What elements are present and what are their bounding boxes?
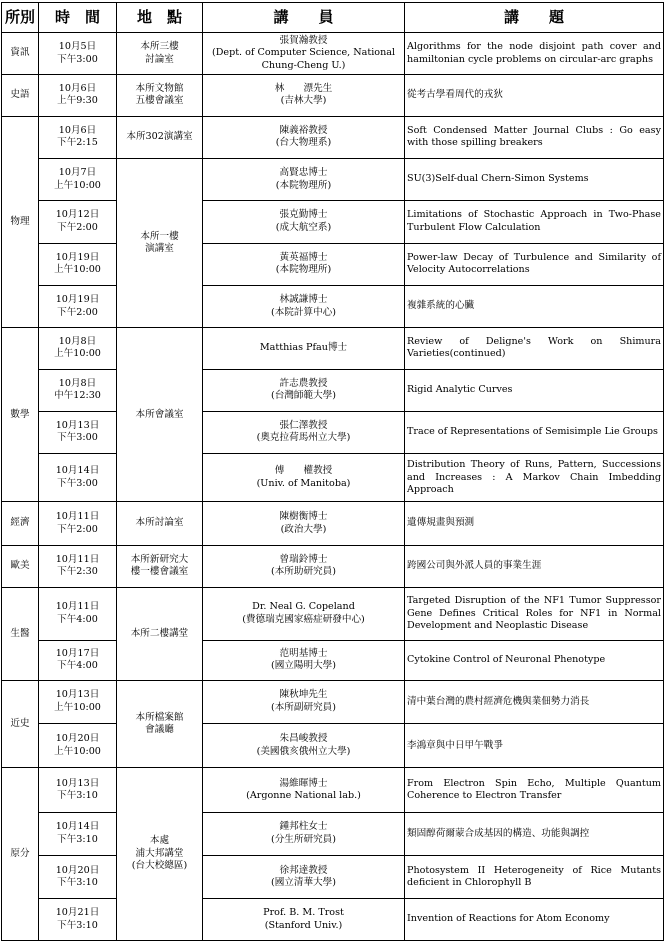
table-row: [2, 33, 664, 75]
time-cell: [39, 812, 117, 855]
table-row: [2, 454, 664, 502]
speaker-affiliation: (政治大學): [280, 523, 327, 535]
hour-text: 下午3:10: [57, 833, 98, 845]
place-cell: [117, 768, 203, 941]
speaker-cell: [203, 328, 405, 369]
time-cell: [39, 588, 117, 640]
date-text: 10月8日: [58, 335, 97, 347]
place-line: 討論室: [145, 53, 174, 65]
speaker-name: 曾瑞鈴博士: [279, 553, 328, 565]
place-cell: [117, 680, 203, 768]
hour-text: 下午3:10: [57, 790, 98, 802]
speaker-cell: [203, 588, 405, 640]
hour-text: 下午2:00: [57, 306, 98, 318]
topic-cell: [405, 201, 664, 243]
speaker-name: 陳秋坤先生: [279, 689, 328, 701]
topic-text: 跨國公司與外派人員的事業生涯: [407, 560, 542, 572]
speaker-name: 范明基博士: [279, 647, 328, 659]
header-institute: 所別: [2, 3, 39, 33]
speaker-name: 陳樹衡博士: [279, 511, 328, 523]
speaker-affiliation: (美國俄亥俄州立大學): [256, 745, 351, 757]
topic-cell: [405, 158, 664, 200]
hour-text: 上午10:00: [54, 179, 101, 191]
institute-cell: 物理: [2, 116, 39, 328]
date-text: 10月11日: [55, 553, 100, 565]
hour-text: 上午10:00: [54, 745, 101, 757]
place-line: 演講室: [145, 243, 174, 255]
hour-text: 下午3:00: [57, 53, 98, 65]
speaker-name: 林 漂先生: [274, 82, 333, 94]
speaker-name: Matthias Pfau博士: [259, 342, 348, 354]
header-time: 時 間: [39, 3, 117, 33]
speaker-name: 高賢忠博士: [279, 167, 328, 179]
topic-cell: [405, 75, 664, 116]
hour-text: 下午2:30: [57, 566, 98, 578]
table-row: [2, 201, 664, 243]
date-text: 10月6日: [58, 124, 97, 136]
topic-text: Rigid Analytic Curves: [407, 383, 513, 395]
table-row: [2, 899, 664, 941]
topic-cell: [405, 768, 664, 812]
hour-text: 上午10:00: [54, 264, 101, 276]
place-cell: [117, 328, 203, 502]
topic-text: 李鴻章與中日甲午戰爭: [407, 739, 503, 751]
place-line: 本所檔案館: [135, 711, 184, 723]
table-row: [2, 856, 664, 899]
speaker-name: 陳義裕教授: [279, 124, 328, 136]
table-row: [2, 116, 664, 158]
hour-text: 下午3:00: [57, 477, 98, 489]
place-cell: [117, 588, 203, 681]
speaker-cell: [203, 856, 405, 899]
hour-text: 下午3:10: [57, 877, 98, 889]
speaker-affiliation: (分生所研究員): [270, 833, 337, 845]
speaker-affiliation: (吉林大學): [280, 95, 327, 107]
time-cell: [39, 502, 117, 545]
topic-cell: [405, 812, 664, 855]
speaker-cell: [203, 285, 405, 327]
speaker-cell: [203, 454, 405, 502]
hour-text: 下午2:00: [57, 221, 98, 233]
institute-cell: 歐美: [2, 545, 39, 587]
speaker-cell: [203, 33, 405, 75]
hour-text: 上午10:00: [54, 701, 101, 713]
table-row: [2, 243, 664, 285]
table-row: [2, 75, 664, 116]
topic-text: 清中葉台灣的農村經濟危機與業佃勢力消長: [407, 695, 590, 707]
hour-text: 下午4:00: [57, 613, 98, 625]
time-cell: [39, 680, 117, 723]
topic-text: Limitations of Stochastic Approach in Two-Phase Turbulent Flow Calculation: [407, 209, 661, 233]
table-row: [2, 545, 664, 587]
place-cell: [117, 545, 203, 587]
place-cell: [117, 502, 203, 545]
speaker-cell: [203, 243, 405, 285]
place-line: 本所二樓講堂: [130, 627, 189, 639]
topic-cell: [405, 328, 664, 369]
time-cell: [39, 243, 117, 285]
table-row: [2, 588, 664, 640]
place-line: 本所會議室: [135, 408, 184, 420]
speaker-name: 湯維暉博士: [279, 777, 328, 789]
place-line: 本所三樓: [140, 41, 179, 53]
topic-cell: [405, 680, 664, 723]
table-row: [2, 768, 664, 812]
topic-text: Photosystem II Heterogeneity of Rice Mutants deficient in Chlorophyll B: [407, 864, 661, 889]
table-row: [2, 724, 664, 768]
topic-text: Review of Deligne's Work on Shimura Varieties(continued): [407, 335, 661, 360]
speaker-name: Prof. B. M. Trost: [263, 907, 344, 919]
time-cell: [39, 158, 117, 200]
header-row: [2, 3, 664, 33]
date-text: 10月11日: [55, 511, 100, 523]
topic-cell: [405, 588, 664, 640]
header-speaker: 講 員: [203, 3, 405, 33]
table-row: [2, 285, 664, 327]
topic-text: Targeted Disruption of the NF1 Tumor Suppressor Gene Defines Critical Roles for NF1 in Normal Development and Neoplastic Disease: [407, 595, 661, 632]
topic-cell: [405, 243, 664, 285]
hour-text: 中午12:30: [54, 390, 101, 402]
hour-text: 上午10:00: [54, 348, 101, 360]
place-line: (台大校總區): [131, 860, 188, 872]
topic-text: 遺傳規畫與預測: [407, 517, 475, 529]
speaker-name: 許志農教授: [279, 377, 328, 389]
table-row: [2, 680, 664, 723]
topic-text: Trace of Representations of Semisimple Lie Groups: [407, 426, 658, 438]
speaker-name: 黃英福博士: [279, 251, 328, 263]
time-cell: [39, 768, 117, 812]
date-text: 10月20日: [55, 733, 100, 745]
table-row: [2, 369, 664, 411]
table-row: [2, 411, 664, 453]
place-line: 樓一樓會議室: [130, 566, 189, 578]
date-text: 10月13日: [55, 777, 100, 789]
place-cell: [117, 75, 203, 116]
date-text: 10月20日: [55, 864, 100, 876]
speaker-cell: [203, 502, 405, 545]
speaker-cell: [203, 724, 405, 768]
speaker-cell: [203, 768, 405, 812]
topic-cell: [405, 285, 664, 327]
speaker-cell: [203, 545, 405, 587]
seminar-schedule-table: [1, 2, 664, 941]
speaker-affiliation: (國立清華大學): [270, 877, 337, 889]
place-line: 本所討論室: [135, 517, 184, 529]
topic-text: Power-law Decay of Turbulence and Similarity of Velocity Autocorrelations: [407, 251, 661, 276]
hour-text: 下午2:15: [57, 137, 98, 149]
time-cell: [39, 899, 117, 941]
topic-text: 從考古學看周代的戎狄: [407, 89, 503, 101]
topic-text: 複雜系統的心臟: [407, 300, 475, 312]
speaker-affiliation: (費德瑞克國家癌症研發中心): [242, 613, 365, 625]
speaker-name: 張克勤博士: [279, 209, 328, 221]
topic-cell: [405, 116, 664, 158]
date-text: 10月13日: [55, 419, 100, 431]
place-cell: [117, 158, 203, 327]
topic-cell: [405, 899, 664, 941]
speaker-cell: [203, 158, 405, 200]
institute-cell: 資訊: [2, 33, 39, 75]
speaker-affiliation: (Dept. of Computer Science, National: [211, 47, 396, 59]
institute-cell: 近史: [2, 680, 39, 768]
date-text: 10月13日: [55, 689, 100, 701]
speaker-name: 朱昌峻教授: [279, 733, 328, 745]
hour-text: 下午2:00: [57, 523, 98, 535]
date-text: 10月8日: [58, 377, 97, 389]
speaker-name: 傅 權教授: [274, 465, 333, 477]
topic-text: Invention of Reactions for Atom Economy: [407, 913, 610, 925]
speaker-affiliation: (本院物理所): [275, 264, 332, 276]
hour-text: 下午4:00: [57, 660, 98, 672]
place-cell: [117, 33, 203, 75]
time-cell: [39, 856, 117, 899]
table-row: [2, 812, 664, 855]
hour-text: 下午3:00: [57, 432, 98, 444]
date-text: 10月14日: [55, 465, 100, 477]
date-text: 10月17日: [55, 647, 100, 659]
speaker-cell: [203, 411, 405, 453]
table-row: [2, 158, 664, 200]
speaker-cell: [203, 640, 405, 680]
schedule-body: [2, 33, 664, 941]
institute-cell: 史語: [2, 75, 39, 116]
date-text: 10月6日: [58, 82, 97, 94]
table-row: [2, 640, 664, 680]
speaker-cell: [203, 369, 405, 411]
place-line: 本所文物館: [135, 82, 184, 94]
time-cell: [39, 545, 117, 587]
table-row: [2, 328, 664, 369]
speaker-affiliation: (台大物理系): [275, 137, 332, 149]
time-cell: [39, 411, 117, 453]
place-line: 本所302演講室: [126, 131, 193, 143]
topic-cell: [405, 545, 664, 587]
time-cell: [39, 33, 117, 75]
time-cell: [39, 640, 117, 680]
topic-text: Distribution Theory of Runs, Pattern, Successions and Increases : A Markov Chain Imbedding Approach: [407, 459, 661, 496]
time-cell: [39, 285, 117, 327]
time-cell: [39, 454, 117, 502]
speaker-affiliation: (台灣師範大學): [270, 390, 337, 402]
topic-text: Soft Condensed Matter Journal Clubs : Go easy with those spilling breakers: [407, 124, 661, 149]
topic-cell: [405, 369, 664, 411]
topic-cell: [405, 724, 664, 768]
date-text: 10月12日: [55, 209, 100, 221]
speaker-cell: [203, 812, 405, 855]
date-text: 10月5日: [58, 41, 97, 53]
topic-cell: [405, 454, 664, 502]
time-cell: [39, 75, 117, 116]
topic-cell: [405, 33, 664, 75]
speaker-name: 徐邦達教授: [279, 864, 328, 876]
date-text: 10月19日: [55, 251, 100, 263]
speaker-name: 鍾邦柱女士: [279, 821, 328, 833]
place-line: 本所一樓: [140, 230, 179, 242]
speaker-affiliation: (成大航空系): [275, 221, 332, 233]
institute-cell: 經濟: [2, 502, 39, 545]
date-text: 10月21日: [55, 907, 100, 919]
speaker-affiliation: (奧克拉荷馬州立大學): [256, 432, 351, 444]
topic-cell: [405, 411, 664, 453]
speaker-affiliation: (Univ. of Manitoba): [256, 477, 351, 489]
speaker-cell: [203, 116, 405, 158]
speaker-affiliation: (本所副研究員): [270, 701, 337, 713]
header-place: 地 點: [117, 3, 203, 33]
table-row: [2, 502, 664, 545]
place-line: 本處: [149, 835, 170, 847]
place-cell: [117, 116, 203, 158]
institute-cell: 數學: [2, 328, 39, 502]
speaker-cell: [203, 75, 405, 116]
topic-cell: [405, 640, 664, 680]
place-line: 會議廳: [145, 724, 174, 736]
topic-cell: [405, 856, 664, 899]
speaker-affiliation: Chung-Cheng U.): [261, 59, 346, 71]
place-line: 本所新研究大: [130, 553, 189, 565]
speaker-cell: [203, 680, 405, 723]
speaker-affiliation: (本院物理所): [275, 179, 332, 191]
topic-text: SU(3)Self-dual Chern-Simon Systems: [407, 173, 589, 185]
speaker-affiliation: (國立陽明大學): [270, 660, 337, 672]
date-text: 10月14日: [55, 821, 100, 833]
speaker-affiliation: (Stanford Univ.): [264, 919, 343, 931]
topic-text: Algorithms for the node disjoint path cover and hamiltonian cycle problems on circular-arc graphs: [407, 41, 661, 65]
hour-text: 上午9:30: [57, 95, 98, 107]
header-topic: 講 題: [405, 3, 664, 33]
date-text: 10月19日: [55, 294, 100, 306]
speaker-cell: [203, 899, 405, 941]
speaker-affiliation: (Argonne National lab.): [246, 790, 361, 802]
speaker-name: 林誠謙博士: [279, 294, 328, 306]
time-cell: [39, 369, 117, 411]
place-line: 浦大邦講堂: [135, 847, 184, 859]
speaker-affiliation: (本所助研究員): [270, 566, 337, 578]
place-line: 五樓會議室: [135, 95, 184, 107]
date-text: 10月11日: [55, 601, 100, 613]
speaker-cell: [203, 201, 405, 243]
topic-cell: [405, 502, 664, 545]
institute-cell: 生醫: [2, 588, 39, 681]
institute-cell: 原分: [2, 768, 39, 941]
speaker-affiliation: (本院計算中心): [270, 306, 337, 318]
speaker-name: 張賀瀚教授: [279, 34, 328, 46]
time-cell: [39, 328, 117, 369]
speaker-name: Dr. Neal G. Copeland: [252, 601, 355, 613]
topic-text: Cytokine Control of Neuronal Phenotype: [407, 653, 606, 665]
time-cell: [39, 724, 117, 768]
time-cell: [39, 201, 117, 243]
topic-text: From Electron Spin Echo, Multiple Quantum Coherence to Electron Transfer: [407, 777, 661, 802]
hour-text: 下午3:10: [57, 919, 98, 931]
time-cell: [39, 116, 117, 158]
speaker-name: 張仁澤教授: [279, 419, 328, 431]
topic-text: 類固醇荷爾蒙合成基因的構造、功能與調控: [407, 827, 590, 839]
date-text: 10月7日: [58, 167, 97, 179]
